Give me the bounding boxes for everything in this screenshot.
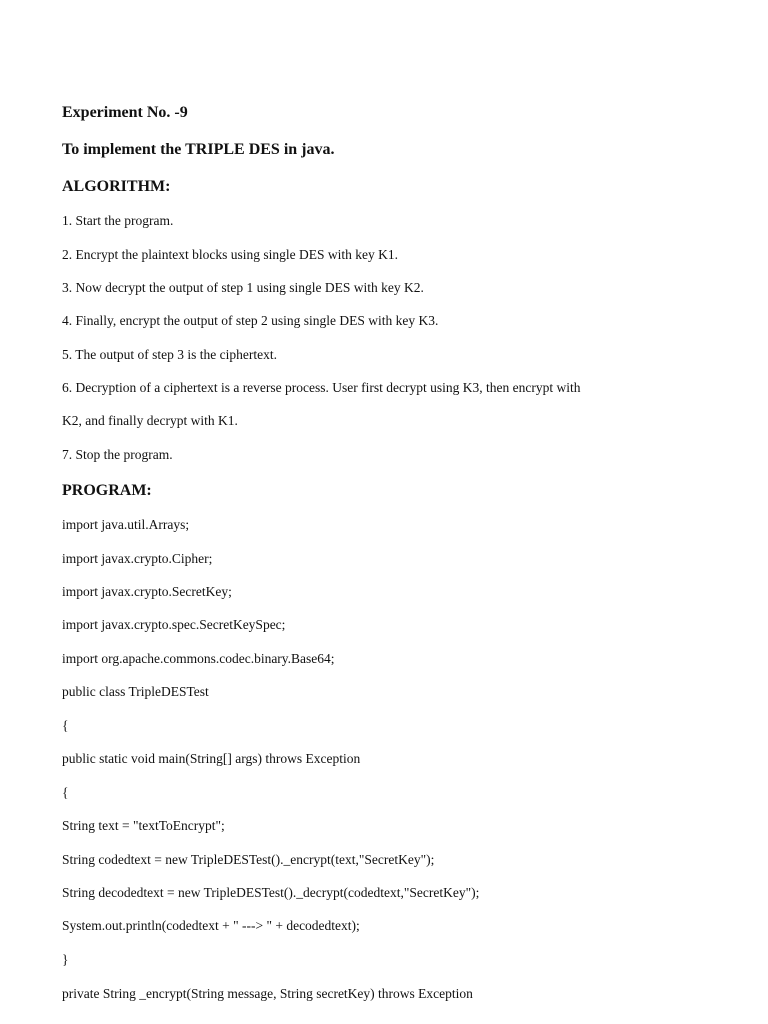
code-line: import javax.crypto.Cipher;: [62, 551, 213, 566]
algorithm-heading: ALGORITHM:: [62, 178, 171, 195]
code-line: import javax.crypto.SecretKey;: [62, 584, 232, 599]
experiment-title: Experiment No. -9: [62, 104, 188, 121]
code-line: private String _encrypt(String message, String secretKey) throws Exception: [62, 986, 473, 1001]
algorithm-step: 2. Encrypt the plaintext blocks using single DES with key K1.: [62, 247, 398, 262]
code-line: {: [62, 718, 69, 733]
algorithm-step: K2, and finally decrypt with K1.: [62, 413, 238, 428]
aim-heading: To implement the TRIPLE DES in java.: [62, 141, 335, 158]
program-heading: PROGRAM:: [62, 482, 152, 499]
code-line: {: [62, 785, 69, 800]
algorithm-step: 1. Start the program.: [62, 213, 174, 228]
code-line: String text = "textToEncrypt";: [62, 818, 225, 833]
algorithm-step: 4. Finally, encrypt the output of step 2 using single DES with key K3.: [62, 313, 439, 328]
code-line: public static void main(String[] args) throws Exception: [62, 751, 361, 766]
code-line: System.out.println(codedtext + " ---> " + decodedtext);: [62, 918, 360, 933]
algorithm-step: 5. The output of step 3 is the ciphertext.: [62, 347, 277, 362]
code-line: import java.util.Arrays;: [62, 517, 190, 532]
code-line: import javax.crypto.spec.SecretKeySpec;: [62, 617, 286, 632]
code-line: public class TripleDESTest: [62, 684, 209, 699]
code-line: }: [62, 952, 69, 967]
algorithm-step: 3. Now decrypt the output of step 1 using single DES with key K2.: [62, 280, 424, 295]
code-line: String decodedtext = new TripleDESTest()._decrypt(codedtext,"SecretKey");: [62, 885, 480, 900]
code-line: import org.apache.commons.codec.binary.Base64;: [62, 651, 335, 666]
code-line: String codedtext = new TripleDESTest()._encrypt(text,"SecretKey");: [62, 852, 435, 867]
algorithm-step: 7. Stop the program.: [62, 447, 173, 462]
algorithm-step: 6. Decryption of a ciphertext is a reverse process. User first decrypt using K3, then encrypt with: [62, 380, 581, 395]
